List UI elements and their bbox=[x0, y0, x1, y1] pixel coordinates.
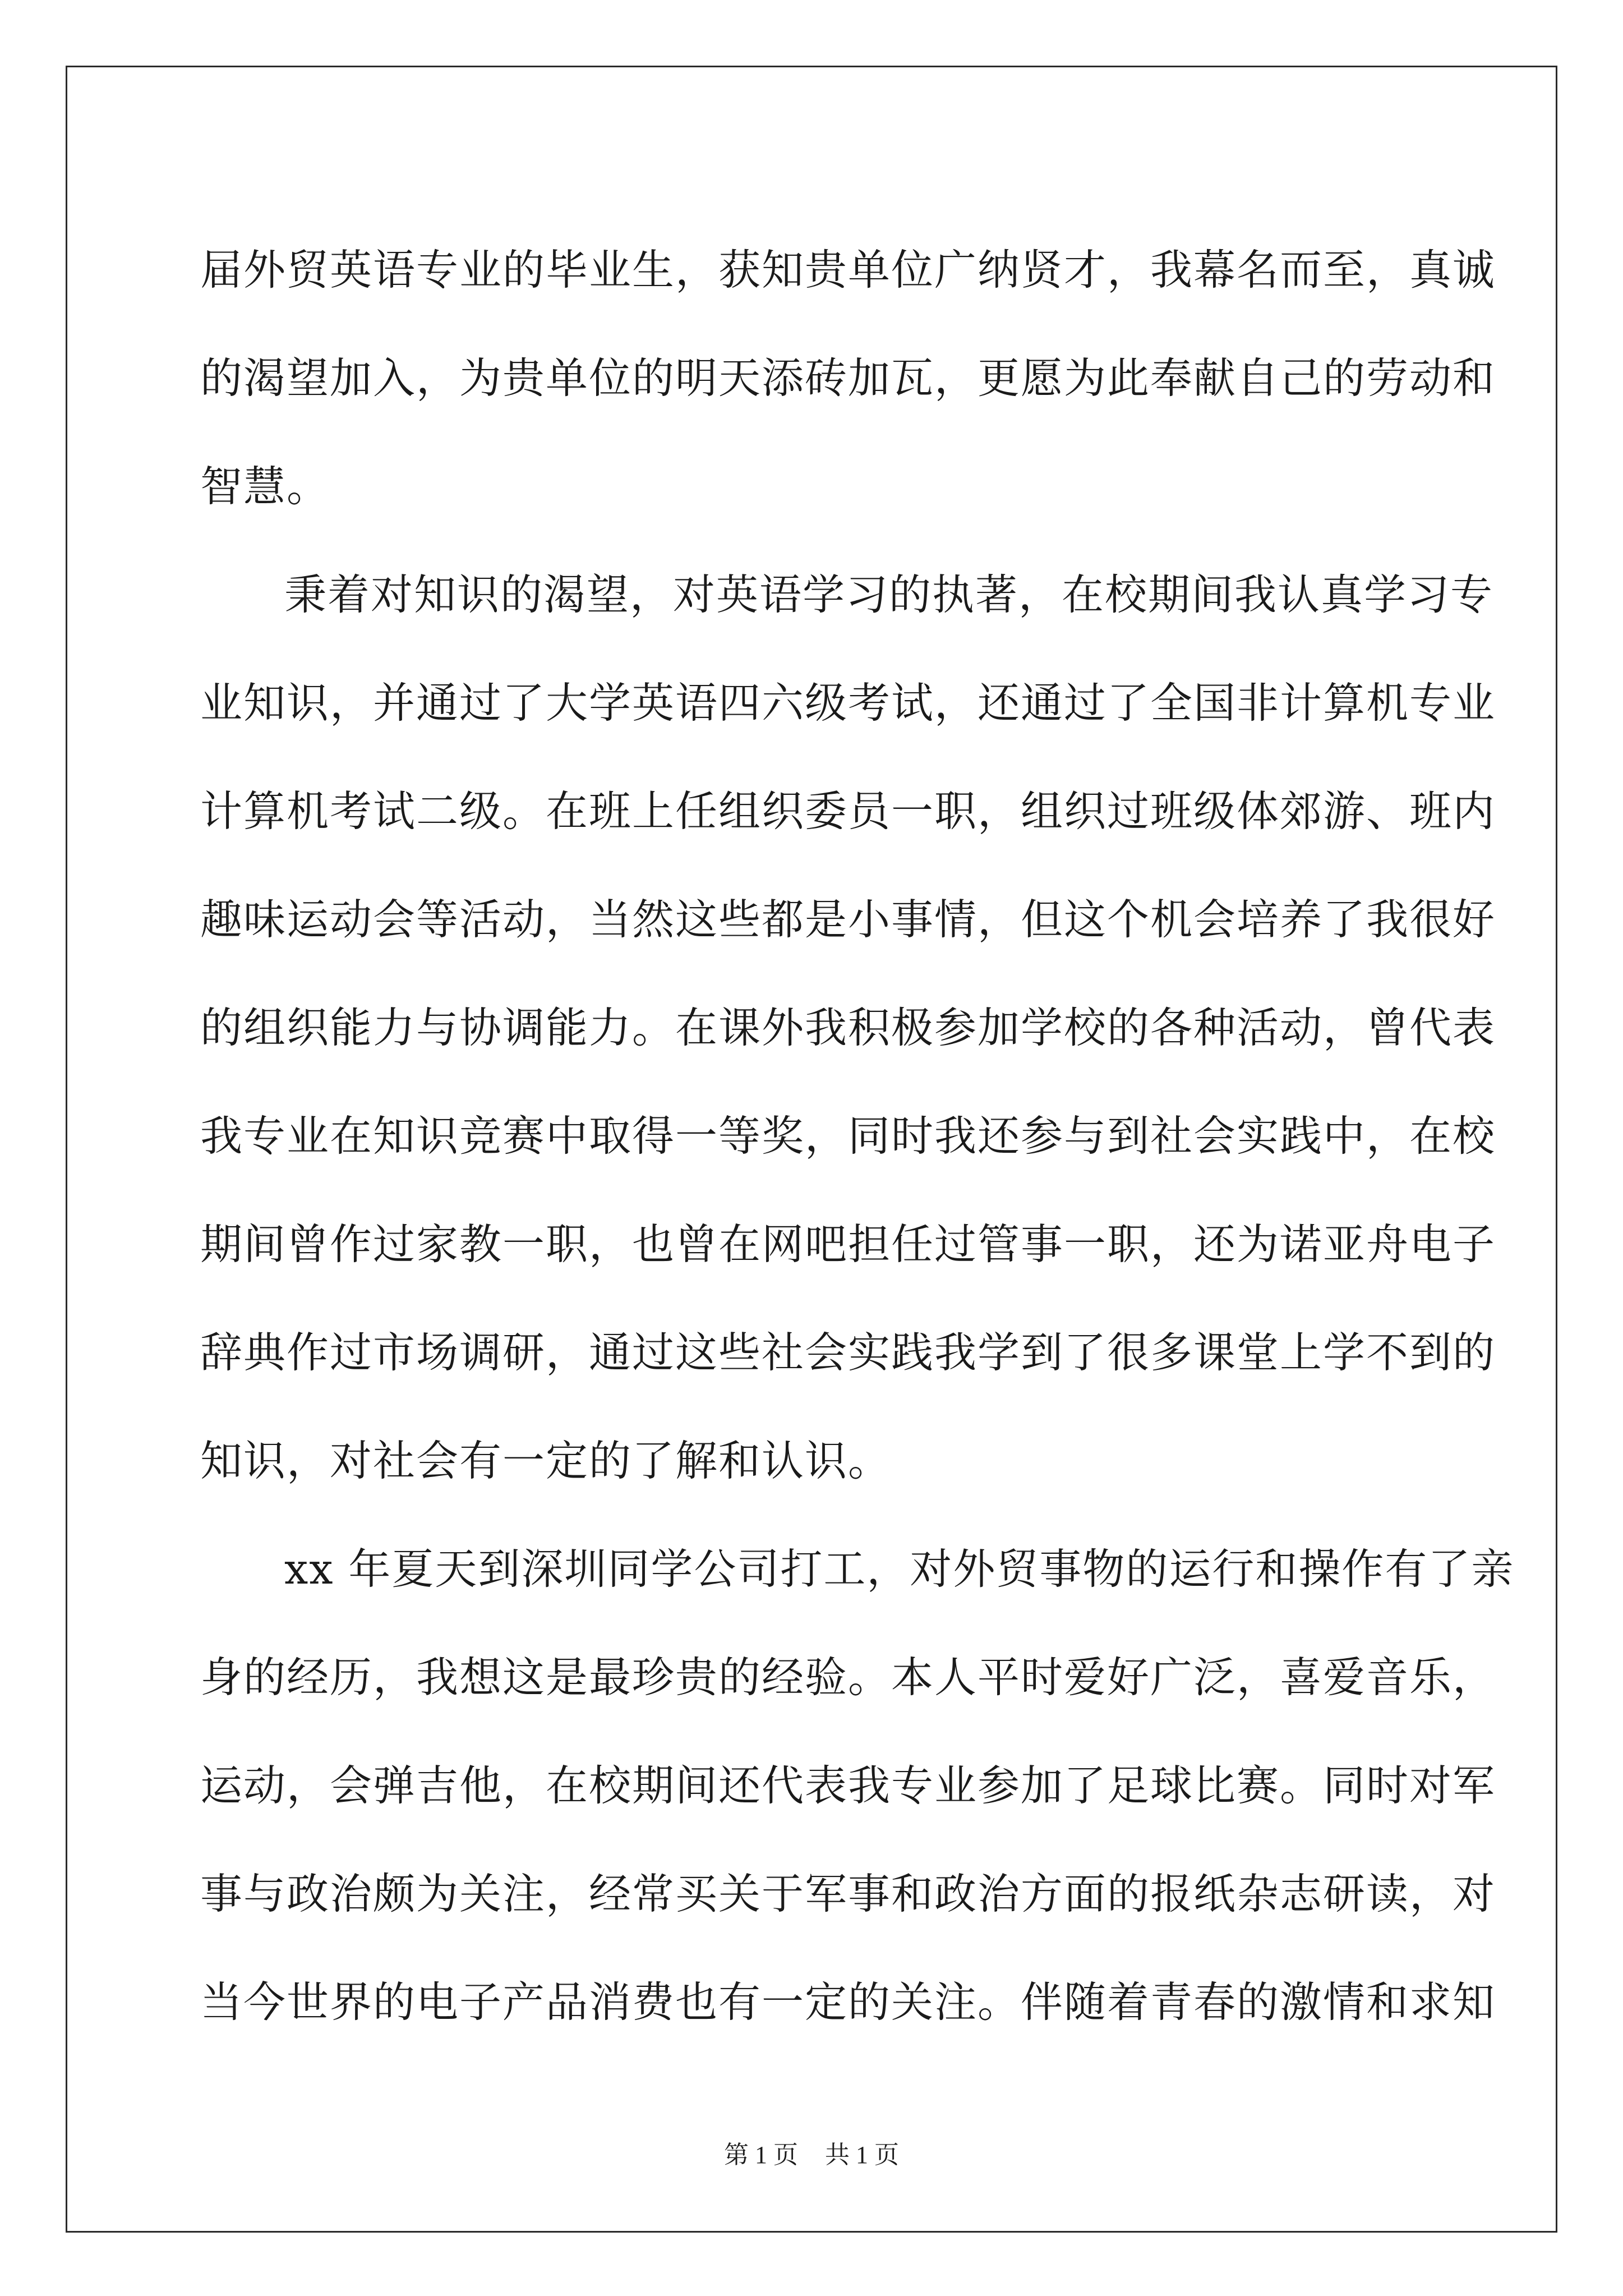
text-line: 智慧。 bbox=[200, 462, 330, 511]
text-line: 辞典作过市场调研，通过这些社会实践我学到了很多课堂上学不到的 bbox=[200, 1328, 1496, 1377]
page-total: 共 1 页 bbox=[825, 2141, 899, 2169]
text-line: 知识，对社会有一定的了解和认识。 bbox=[200, 1436, 892, 1485]
text-line: 的组织能力与协调能力。在课外我积极参加学校的各种活动，曾代表 bbox=[200, 1003, 1496, 1052]
text-line: 事与政治颇为关注，经常买关于军事和政治方面的报纸杂志研读，对 bbox=[200, 1869, 1496, 1918]
text-line: 当今世界的电子产品消费也有一定的关注。伴随着青春的激情和求知 bbox=[200, 1977, 1496, 2027]
text-line: 我专业在知识竞赛中取得一等奖，同时我还参与到社会实践中，在校 bbox=[200, 1111, 1496, 1161]
text-line: 身的经历，我想这是最珍贵的经验。本人平时爱好广泛，喜爱音乐， bbox=[200, 1653, 1496, 1702]
text-line: 期间曾作过家教一职，也曾在网吧担任过管事一职，还为诺亚舟电子 bbox=[200, 1220, 1496, 1269]
text-line: 届外贸英语专业的毕业生，获知贵单位广纳贤才，我幕名而至，真诚 bbox=[200, 245, 1496, 295]
text-line: 趣味运动会等活动，当然这些都是小事情，但这个机会培养了我很好 bbox=[200, 895, 1496, 944]
text-line: 计算机考试二级。在班上任组织委员一职，组织过班级体郊游、班内 bbox=[200, 786, 1496, 836]
text-line: 秉着对知识的渴望，对英语学习的执著，在校期间我认真学习专 bbox=[284, 570, 1494, 619]
page-number: 第 1 页 bbox=[724, 2141, 798, 2169]
text-line: 业知识，并通过了大学英语四六级考试，还通过了全国非计算机专业 bbox=[200, 678, 1496, 728]
page-footer bbox=[0, 2134, 1623, 2170]
document-body bbox=[200, 216, 1515, 2056]
text-line: xx 年夏天到深圳同学公司打工，对外贸事物的运行和操作有了亲 bbox=[284, 1544, 1515, 1594]
text-line: 运动，会弹吉他，在校期间还代表我专业参加了足球比赛。同时对军 bbox=[200, 1761, 1496, 1810]
text-line: 的渴望加入，为贵单位的明天添砖加瓦，更愿为此奉献自己的劳动和 bbox=[200, 353, 1496, 403]
